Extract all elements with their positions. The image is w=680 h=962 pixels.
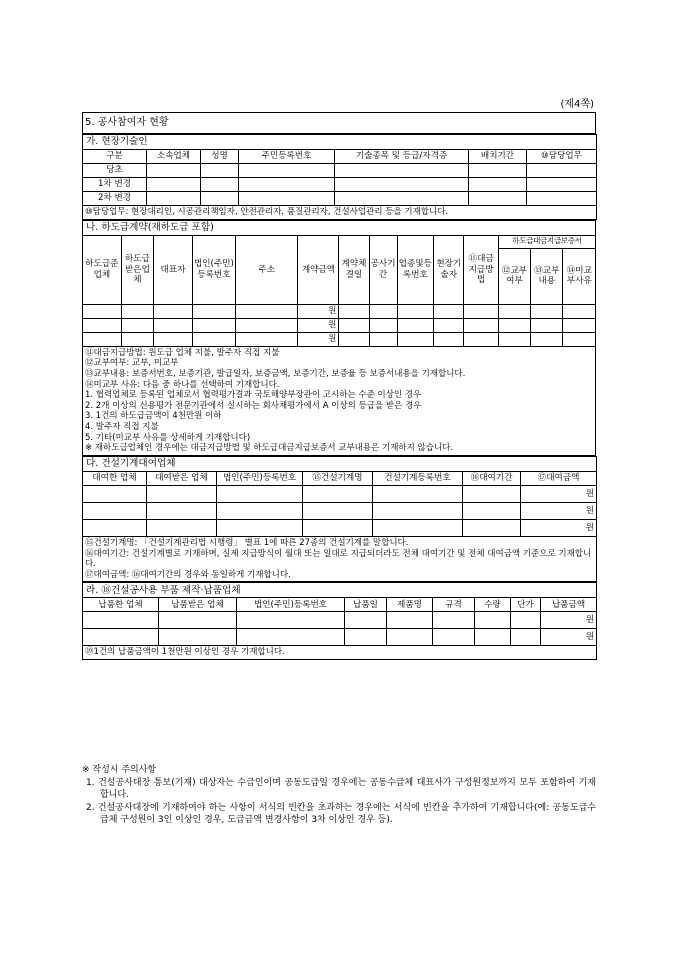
input-cell[interactable] (434, 318, 464, 332)
input-cell[interactable] (201, 164, 239, 178)
input-cell[interactable] (154, 304, 193, 318)
note-line: ※ 재하도급업체인 경우에는 대금지급방법 및 하도급대금지급보증서 교부내용은 기재하지 않습니다. (85, 443, 454, 454)
col-header: 대여한 업체 (83, 471, 147, 485)
input-cell[interactable] (192, 304, 235, 318)
title-table (82, 112, 596, 134)
section-d-table (82, 582, 597, 660)
table-row (83, 612, 597, 629)
note-line: ⑪대금지급방법: 원도급 업체 지불, 발주자 직접 지불 (85, 347, 280, 358)
input-cell[interactable] (192, 332, 235, 346)
col-header: ⑪대금지급방법 (464, 235, 498, 304)
row-label: 1차 변경 (83, 178, 147, 192)
input-cell[interactable] (433, 612, 475, 629)
input-cell[interactable] (397, 304, 434, 318)
instruction-item: 2. 건설공사대장에 기재하여야 하는 사항이 서식의 빈칸을 초과하는 경우에는 서식에 빈칸을 추가하여 기재합니다(예: 공동도급수급체 구성원이 3인 이상인 경우, 도급금액 변경사항이 3차 이상인 경우 등). (86, 802, 596, 826)
input-cell[interactable] (563, 318, 596, 332)
input-cell[interactable] (387, 629, 433, 646)
input-cell[interactable] (369, 332, 397, 346)
input-cell[interactable] (498, 304, 530, 318)
input-cell[interactable] (469, 178, 527, 192)
section-a-note: ⑩담당업무: 현장대리인, 시공관리책임자, 안전관리자, 품질관리자, 건설사업관리 등을 기재합니다. (83, 206, 597, 220)
col-header: 법인(주민)등록번호 (192, 235, 235, 304)
section-d-title: 라. ⑱건설공사용 부품 제작·납품업체 (83, 583, 597, 598)
table-row (83, 629, 597, 646)
col-header: ⑩담당업무 (527, 150, 597, 164)
col-header: 법인(주민)등록번호 (217, 471, 303, 485)
col-group-header: 하도급대금지급보증서 (498, 235, 595, 248)
input-cell[interactable] (303, 519, 373, 536)
input-cell[interactable] (339, 332, 369, 346)
table-row (83, 502, 597, 519)
input-cell[interactable] (373, 519, 463, 536)
col-header: ⑰대여금액 (521, 471, 597, 485)
input-cell[interactable] (147, 178, 201, 192)
input-cell[interactable] (463, 502, 521, 519)
input-cell[interactable] (369, 318, 397, 332)
table-row (83, 164, 597, 178)
row-label: 2차 변경 (83, 192, 147, 206)
col-header: 성명 (201, 150, 239, 164)
table-row (83, 519, 597, 536)
input-cell[interactable] (147, 164, 201, 178)
input-cell[interactable] (121, 332, 153, 346)
input-cell[interactable] (121, 304, 153, 318)
input-cell[interactable] (192, 318, 235, 332)
section-b-title: 나. 하도급계약(재하도급 포함) (83, 220, 596, 235)
note-line: 2. 2개 이상의 신용평가 전문기관에서 실시하는 회사채평가에서 A 이상의 등급을 받은 경우 (85, 400, 422, 411)
note-line: ⑰대여금액: ⑯대여기간의 경우와 동일하게 기재합니다. (85, 569, 291, 580)
col-header: 하도급받은업체 (121, 235, 153, 304)
note-line: 1. 협력업체로 등록된 업체로서 협력평가결과 국토해양부장관이 고시하는 수준 이상인 경우 (85, 390, 422, 401)
input-cell[interactable] (434, 332, 464, 346)
instructions-heading: ※ 작성시 주의사항 (82, 765, 157, 775)
col-header: ⑫교부여부 (498, 248, 530, 304)
col-header: 납품한 업체 (83, 598, 159, 612)
input-cell[interactable] (475, 629, 511, 646)
input-cell[interactable] (83, 629, 159, 646)
col-header: 주민등록번호 (239, 150, 335, 164)
input-cell[interactable] (527, 178, 597, 192)
input-cell[interactable] (397, 318, 434, 332)
input-cell[interactable] (235, 304, 297, 318)
note-line: ⑫교부여부: 교부, 미교부 (85, 358, 179, 369)
note-line: 4. 발주자 직접 지불 (85, 422, 159, 432)
input-cell[interactable] (235, 318, 297, 332)
table-row (83, 304, 596, 318)
col-header: 수량 (475, 598, 511, 612)
input-cell[interactable] (464, 332, 498, 346)
section-d-note: ⑲1건의 납품금액이 1천만원 이상인 경우 기재합니다. (83, 646, 597, 660)
input-cell[interactable] (563, 304, 596, 318)
form-title: 5. 공사참여자 현황 (83, 113, 596, 134)
table-row (83, 178, 597, 192)
input-cell[interactable] (464, 304, 498, 318)
col-header: 대표자 (154, 235, 193, 304)
input-cell[interactable] (433, 629, 475, 646)
col-header: 소속업체 (147, 150, 201, 164)
input-cell[interactable] (237, 629, 345, 646)
input-cell[interactable] (83, 519, 147, 536)
amount-cell[interactable]: 원 (298, 304, 339, 318)
section-a-table (82, 134, 597, 220)
table-row (83, 485, 597, 502)
input-cell[interactable] (201, 192, 239, 206)
col-header: 기술종목 및 등급/자격증 (335, 150, 469, 164)
input-cell[interactable] (239, 178, 335, 192)
input-cell[interactable] (83, 612, 159, 629)
input-cell[interactable] (217, 485, 303, 502)
input-cell[interactable] (527, 192, 597, 206)
input-cell[interactable] (83, 502, 147, 519)
form-frame (82, 112, 596, 660)
input-cell[interactable] (397, 332, 434, 346)
amount-cell[interactable]: 원 (521, 485, 597, 502)
input-cell[interactable] (563, 332, 596, 346)
input-cell[interactable] (147, 519, 217, 536)
section-a-title: 가. 현장기술인 (83, 135, 597, 150)
note-line: ⑮건설기계명: 「건설기계관리법 시행령」 별표 1에 따른 27종의 건설기계를 말합니다. (85, 537, 409, 548)
input-cell[interactable] (527, 164, 597, 178)
section-c-notes (83, 536, 597, 582)
section-c-title: 다. 건설기계대여업체 (83, 456, 597, 471)
input-cell[interactable] (387, 612, 433, 629)
input-cell[interactable] (511, 612, 541, 629)
input-cell[interactable] (531, 318, 563, 332)
col-header: ⑯대여기간 (463, 471, 521, 485)
input-cell[interactable] (239, 192, 335, 206)
input-cell[interactable] (147, 192, 201, 206)
input-cell[interactable] (159, 612, 237, 629)
input-cell[interactable] (498, 318, 530, 332)
row-label: 당초 (83, 164, 147, 178)
input-cell[interactable] (335, 164, 469, 178)
note-line: 3. 1건의 하도급금액이 4천만원 이하 (85, 411, 222, 422)
input-cell[interactable] (531, 304, 563, 318)
input-cell[interactable] (83, 304, 122, 318)
table-row (83, 318, 596, 332)
input-cell[interactable] (147, 485, 217, 502)
amount-cell[interactable]: 원 (521, 519, 597, 536)
col-header: 계약체결일 (339, 235, 369, 304)
instructions (82, 764, 596, 827)
input-cell[interactable] (463, 519, 521, 536)
input-cell[interactable] (345, 629, 387, 646)
input-cell[interactable] (469, 192, 527, 206)
col-header: ⑮건설기계명 (303, 471, 373, 485)
amount-cell[interactable]: 원 (541, 629, 597, 646)
col-header: 현장기술자 (434, 235, 464, 304)
input-cell[interactable] (531, 332, 563, 346)
col-header: 규격 (433, 598, 475, 612)
input-cell[interactable] (201, 178, 239, 192)
input-cell[interactable] (345, 612, 387, 629)
input-cell[interactable] (303, 485, 373, 502)
input-cell[interactable] (434, 304, 464, 318)
col-header: 하도급준업체 (83, 235, 122, 304)
page-number: (제4쪽) (560, 99, 594, 110)
table-row (83, 332, 596, 346)
input-cell[interactable] (154, 318, 193, 332)
note-line: ⑯대여기간: 건설기계별로 기재하며, 실제 지급방식이 월대 또는 일대로 지급되더라도 전체 대여기간 및 전체 대여금액 기준으로 기재합니다. (85, 548, 592, 570)
table-row (83, 192, 597, 206)
amount-cell[interactable]: 원 (298, 318, 339, 332)
input-cell[interactable] (339, 304, 369, 318)
col-header: 건설기계등록번호 (373, 471, 463, 485)
input-cell[interactable] (373, 502, 463, 519)
input-cell[interactable] (511, 629, 541, 646)
col-header: 업종및등록번호 (397, 235, 434, 304)
note-line: ⑭미교부 사유: 다음 중 하나를 선택하여 기재합니다. (85, 379, 280, 390)
input-cell[interactable] (463, 485, 521, 502)
section-b-table (82, 220, 596, 456)
amount-cell[interactable]: 원 (298, 332, 339, 346)
col-header: 구분 (83, 150, 147, 164)
col-header: 공사기간 (369, 235, 397, 304)
input-cell[interactable] (83, 485, 147, 502)
input-cell[interactable] (83, 332, 122, 346)
input-cell[interactable] (237, 612, 345, 629)
input-cell[interactable] (373, 485, 463, 502)
input-cell[interactable] (235, 332, 297, 346)
amount-cell[interactable]: 원 (521, 502, 597, 519)
input-cell[interactable] (83, 318, 122, 332)
input-cell[interactable] (339, 318, 369, 332)
input-cell[interactable] (159, 629, 237, 646)
input-cell[interactable] (498, 332, 530, 346)
input-cell[interactable] (464, 318, 498, 332)
input-cell[interactable] (303, 502, 373, 519)
input-cell[interactable] (121, 318, 153, 332)
col-header: 납품금액 (541, 598, 597, 612)
input-cell[interactable] (369, 304, 397, 318)
col-header: ⑭미교부사유 (563, 248, 596, 304)
col-header: 납품일 (345, 598, 387, 612)
input-cell[interactable] (335, 178, 469, 192)
instruction-item: 1. 건설공사대장 통보(기재) 대상자는 수급인이며 공동도급일 경우에는 공동수급체 대표사가 구성원정보까지 모두 포함하여 기재합니다. (86, 777, 596, 801)
section-c-table (82, 456, 597, 583)
input-cell[interactable] (217, 519, 303, 536)
col-header: 단가 (511, 598, 541, 612)
note-line: ⑬교부내용: 보증서번호, 보증기관, 발급일자, 보증금액, 보증기간, 보증율 등 보증서내용을 기재합니다. (85, 368, 466, 379)
input-cell[interactable] (335, 192, 469, 206)
input-cell[interactable] (475, 612, 511, 629)
col-header: 계약금액 (298, 235, 339, 304)
col-header: 법인(주민)등록번호 (237, 598, 345, 612)
input-cell[interactable] (147, 502, 217, 519)
col-header: 주소 (235, 235, 297, 304)
col-header: 제품명 (387, 598, 433, 612)
input-cell[interactable] (154, 332, 193, 346)
section-b-notes (83, 346, 596, 455)
col-header: 배치기간 (469, 150, 527, 164)
col-header: ⑬교부내용 (531, 248, 563, 304)
amount-cell[interactable]: 원 (541, 612, 597, 629)
input-cell[interactable] (217, 502, 303, 519)
note-line: 5. 기타(미교부 사유를 상세하게 기재합니다) (85, 432, 251, 443)
col-header: 납품받은 업체 (159, 598, 237, 612)
col-header: 대여받은 업체 (147, 471, 217, 485)
input-cell[interactable] (469, 164, 527, 178)
input-cell[interactable] (239, 164, 335, 178)
